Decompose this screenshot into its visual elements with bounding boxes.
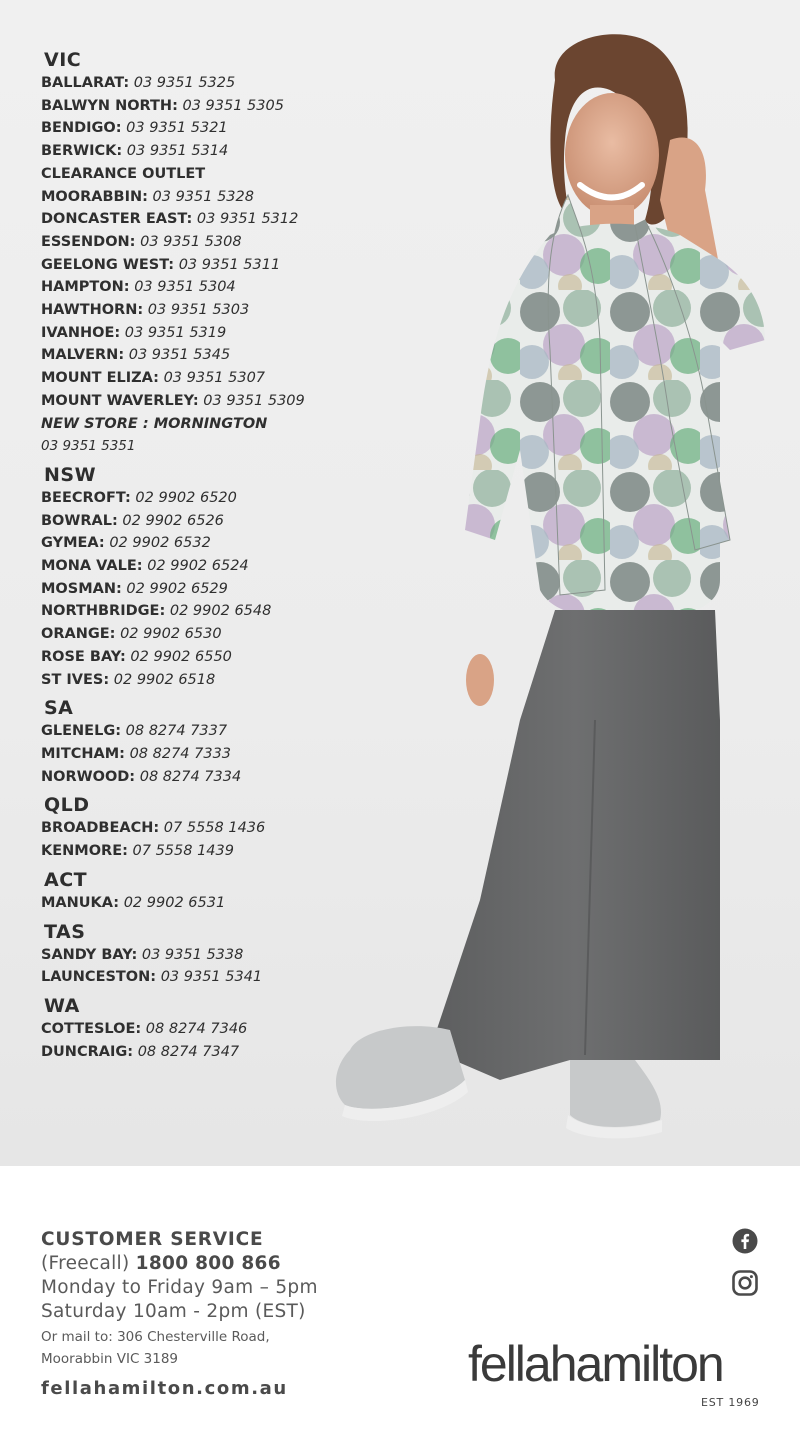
store-name: BOWRAL: — [41, 512, 118, 529]
store-name: MALVERN: — [41, 347, 125, 364]
store-phone[interactable]: 03 9351 5338 — [141, 946, 244, 963]
store-name: SANDY BAY: — [41, 946, 138, 963]
store-phone[interactable]: 02 9902 6530 — [120, 626, 222, 643]
brand-logo[interactable] — [468, 1338, 764, 1390]
store-name: COTTESLOE: — [41, 1020, 142, 1037]
store-name: GYMEA: — [41, 535, 105, 552]
model-photo — [250, 20, 800, 1166]
brand-established: EST 1969 — [701, 1396, 760, 1409]
store-name: GEELONG WEST: — [41, 256, 175, 273]
store-phone[interactable]: 03 9351 5351 — [41, 438, 136, 455]
store-phone[interactable]: 03 9351 5321 — [126, 120, 228, 137]
store-phone[interactable]: 03 9351 5345 — [128, 347, 231, 364]
store-name: BEECROFT: — [41, 489, 131, 506]
store-name: BERWICK: — [41, 143, 123, 160]
store-phone[interactable]: 08 8274 7346 — [145, 1020, 248, 1037]
store-name: ESSENDON: — [41, 233, 136, 250]
store-name: MITCHAM: — [41, 745, 125, 762]
store-phone[interactable]: 03 9351 5341 — [160, 969, 263, 986]
mail-address-line1: Or mail to: 306 Chesterville Road, — [41, 1329, 270, 1345]
store-phone[interactable]: 08 8274 7334 — [139, 768, 242, 785]
store-phone[interactable]: 03 9351 5303 — [147, 302, 250, 319]
hours-saturday: Saturday 10am - 2pm (EST) — [41, 1301, 306, 1322]
store-name: BALWYN NORTH: — [41, 97, 178, 114]
freecall-prefix: (Freecall) — [41, 1253, 130, 1274]
instagram-icon[interactable] — [732, 1270, 758, 1296]
store-phone[interactable]: 03 9351 5311 — [178, 256, 281, 273]
store-phone[interactable]: 08 8274 7337 — [125, 723, 228, 740]
store-name: LAUNCESTON: — [41, 969, 157, 986]
logo-part-fella: fella — [468, 1336, 550, 1392]
store-name: ST IVES: — [41, 671, 110, 688]
store-name: MOORABBIN: — [41, 188, 148, 205]
store-name: BROADBEACH: — [41, 820, 160, 837]
store-name: BALLARAT: — [41, 75, 130, 91]
store-name: KENMORE: — [41, 843, 128, 860]
store-name: DUNCRAIG: — [41, 1043, 134, 1060]
store-phone[interactable]: 03 9351 5312 — [196, 211, 299, 228]
store-phone[interactable]: 03 9351 5314 — [126, 143, 229, 160]
store-phone[interactable]: 03 9351 5307 — [163, 370, 266, 387]
store-name: MOUNT ELIZA: — [41, 370, 159, 387]
mail-address-line2: Moorabbin VIC 3189 — [41, 1351, 179, 1367]
store-phone[interactable]: 02 9902 6520 — [135, 489, 237, 506]
freecall-line — [41, 1252, 318, 1276]
store-name: MOSMAN: — [41, 580, 122, 597]
store-name: ROSE BAY: — [41, 648, 126, 665]
store-name: ORANGE: — [41, 626, 116, 643]
store-phone[interactable]: 08 8274 7333 — [129, 745, 232, 762]
store-phone[interactable]: 03 9351 5325 — [133, 75, 236, 91]
clearance-label-text: CLEARANCE OUTLET — [41, 165, 206, 182]
store-phone[interactable]: 02 9902 6532 — [109, 535, 211, 552]
store-name: MANUKA: — [41, 894, 120, 911]
store-phone[interactable]: 02 9902 6529 — [126, 580, 228, 597]
facebook-icon[interactable] — [732, 1228, 758, 1254]
store-phone[interactable]: 03 9351 5319 — [124, 324, 227, 341]
store-phone[interactable]: 03 9351 5308 — [140, 233, 242, 250]
region-heading: ACT — [44, 868, 88, 891]
region-heading: QLD — [44, 794, 90, 817]
store-name: BENDIGO: — [41, 120, 122, 137]
store-phone[interactable]: 02 9902 6518 — [113, 671, 216, 688]
store-name: MONA VALE: — [41, 558, 143, 575]
store-phone[interactable]: 02 9902 6550 — [130, 648, 232, 665]
customer-service-block — [41, 1228, 318, 1401]
store-name: DONCASTER EAST: — [41, 211, 193, 228]
store-phone[interactable]: 02 9902 6531 — [123, 894, 226, 911]
region-heading: TAS — [44, 920, 86, 943]
store-name: NORWOOD: — [41, 768, 136, 785]
store-phone[interactable]: 03 9351 5305 — [182, 97, 284, 114]
store-phone[interactable]: 03 9351 5328 — [152, 188, 254, 205]
store-phone[interactable]: 07 5558 1439 — [132, 843, 234, 860]
store-phone[interactable]: 02 9902 6524 — [147, 558, 249, 575]
store-name: GLENELG: — [41, 723, 122, 740]
new-store-text: NEW STORE : MORNINGTON — [41, 415, 268, 432]
freecall-number[interactable]: 1800 800 866 — [135, 1253, 281, 1274]
website-link[interactable]: fellahamilton.com.au — [41, 1378, 288, 1399]
store-name: MOUNT WAVERLEY: — [41, 392, 199, 409]
hours-weekday: Monday to Friday 9am – 5pm — [41, 1277, 318, 1298]
store-name: NORTHBRIDGE: — [41, 603, 166, 620]
footer — [0, 1166, 800, 1441]
region-heading: WA — [44, 994, 80, 1017]
store-phone[interactable]: 02 9902 6526 — [122, 512, 224, 529]
region-heading: VIC — [44, 49, 82, 71]
store-name: HAMPTON: — [41, 279, 130, 296]
store-name: HAWTHORN: — [41, 302, 144, 319]
brand-wordmark — [468, 1338, 764, 1390]
logo-part-hamilton: hamilton — [549, 1336, 723, 1392]
store-phone[interactable]: 03 9351 5304 — [134, 279, 236, 296]
customer-service-title: CUSTOMER SERVICE — [41, 1229, 264, 1250]
store-phone[interactable]: 08 8274 7347 — [137, 1043, 240, 1060]
store-phone[interactable]: 03 9351 5309 — [203, 392, 305, 409]
store-name: IVANHOE: — [41, 324, 121, 341]
region-heading: NSW — [44, 463, 97, 486]
store-phone[interactable]: 02 9902 6548 — [169, 603, 272, 620]
region-heading: SA — [44, 697, 74, 720]
store-phone[interactable]: 07 5558 1436 — [163, 820, 266, 837]
